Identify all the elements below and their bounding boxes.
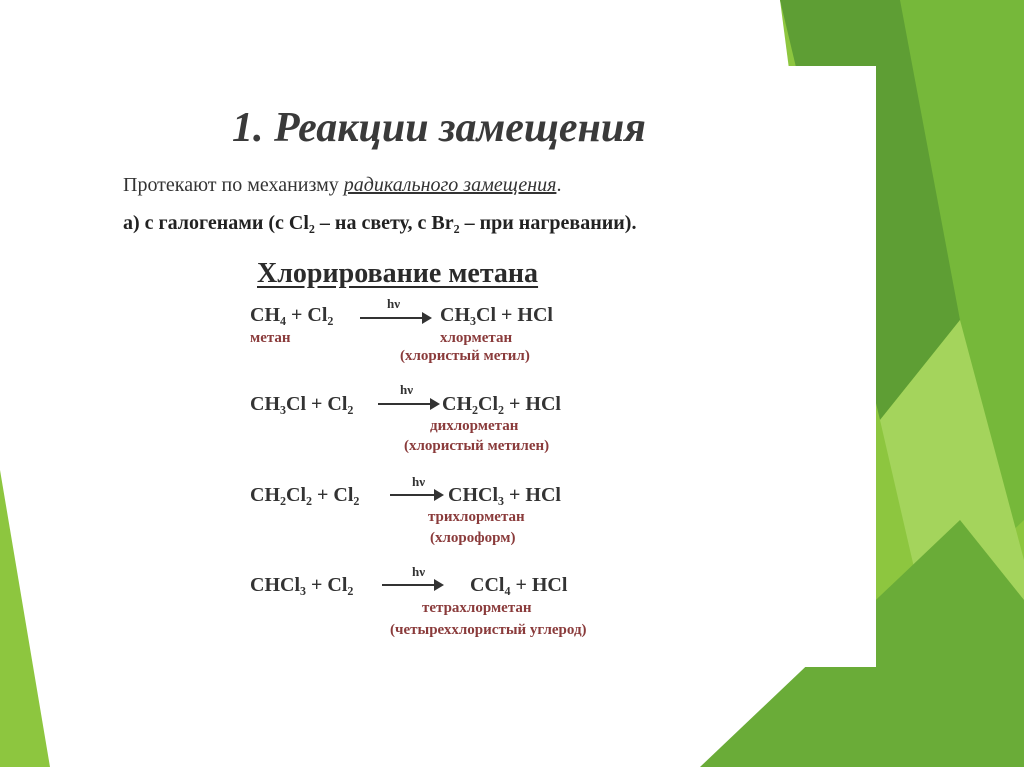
reaction-4-product-name: тетрахлорметан [422, 600, 532, 616]
reaction-1-reactant-name: метан [250, 330, 291, 346]
reaction-4-rhs: CCl₄ + HCl [470, 574, 568, 596]
reaction-3-condition: hν [412, 474, 426, 489]
reaction-4-lhs: CHCl₃ + Cl₂ [250, 574, 354, 596]
reaction-2-arrow [378, 403, 438, 405]
halogens-line: а) с галогенами (с Cl₂ – на свету, с Br₂ – при нагревании). [123, 212, 637, 234]
reaction-2-rhs: CH₂Cl₂ + HCl [442, 393, 561, 415]
reaction-4-arrow [382, 584, 442, 586]
reaction-3-product-name: трихлорметан [428, 509, 525, 525]
reaction-1-condition: hν [387, 296, 401, 311]
intro-text [123, 174, 561, 197]
green-shape-left [0, 470, 50, 767]
reaction-1-product-alt: (хлористый метил) [400, 348, 530, 364]
reaction-2-product-name: дихлорметан [430, 418, 519, 434]
intro-suffix: . [556, 174, 562, 196]
intro-link-text: радикального замещения [343, 174, 557, 196]
page-title: 1. Реакции замещения [232, 105, 646, 151]
reaction-2-product-alt: (хлористый метилен) [404, 438, 550, 454]
reaction-3-lhs: CH₂Cl₂ + Cl₂ [250, 484, 360, 506]
reaction-4-product-alt: (четыреххлористый углерод) [390, 622, 587, 638]
reaction-1-rhs: CH₃Cl + HCl [440, 304, 553, 326]
reaction-2-lhs: CH₃Cl + Cl₂ [250, 393, 354, 415]
reaction-3-arrow [390, 494, 442, 496]
reaction-3-rhs: CHCl₃ + HCl [448, 484, 561, 506]
slide-content-card [60, 66, 876, 667]
reaction-3-product-alt: (хлороформ) [430, 530, 516, 546]
section-subtitle: Хлорирование метана [257, 258, 539, 289]
reaction-1-lhs: CH₄ + Cl₂ [250, 304, 334, 326]
intro-prefix: Протекают по механизму [123, 174, 344, 196]
reaction-4-condition: hν [412, 564, 426, 579]
reaction-1-product-name: хлорметан [440, 330, 513, 346]
reaction-2-condition: hν [400, 382, 414, 397]
reaction-1-arrow [360, 317, 430, 319]
